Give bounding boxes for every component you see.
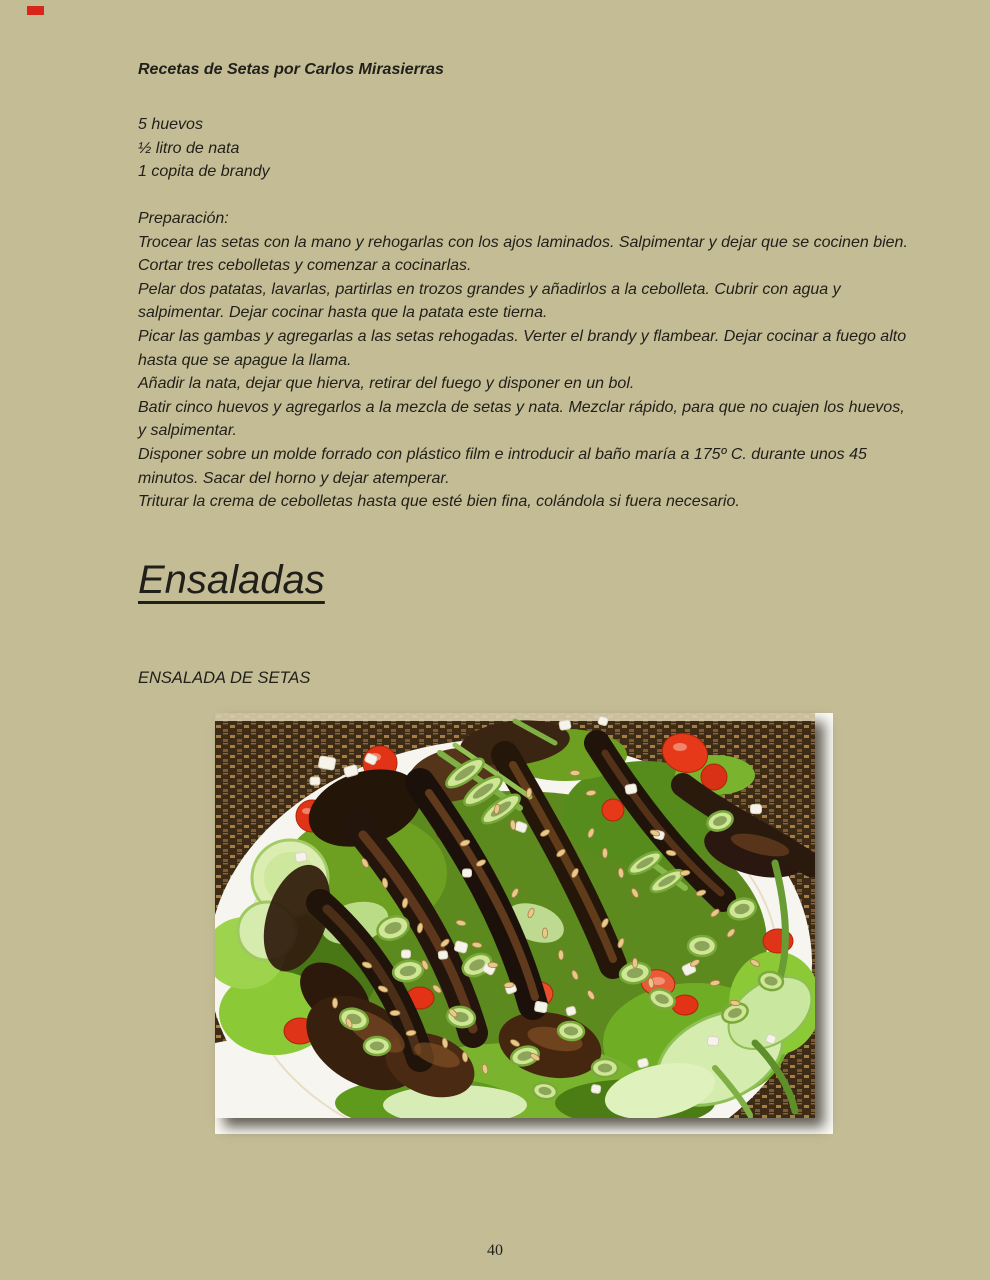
section-heading-ensaladas: Ensaladas <box>138 558 325 602</box>
preparation-label: Preparación: <box>138 210 229 227</box>
ingredients-list <box>138 113 908 184</box>
sesame-seed <box>570 770 580 775</box>
feta-crumble <box>751 805 762 814</box>
ingredient-item: 1 copita de brandy <box>138 163 270 181</box>
sesame-seed <box>558 950 564 960</box>
sesame-seed <box>390 1010 400 1015</box>
red-artifact-mark <box>27 6 44 15</box>
feta-crumble <box>318 756 336 771</box>
sesame-seed <box>332 998 337 1008</box>
feta-crumble <box>566 1006 577 1016</box>
sesame-seed <box>632 958 637 968</box>
feta-crumble <box>707 1036 719 1046</box>
feta-crumble <box>295 852 307 863</box>
preparation-step: Cortar tres cebolletas y comenzar a cocinarlas. <box>138 257 472 275</box>
feta-crumble <box>598 716 609 726</box>
feta-crumble <box>402 950 411 958</box>
recipe-title: ENSALADA DE SETAS <box>138 669 311 687</box>
preparation-section <box>138 207 908 514</box>
feta-crumble <box>534 1001 548 1013</box>
feta-crumble <box>310 777 320 785</box>
preparation-step: Picar las gambas y agregarlas a las setas rehogadas. Verter el brandy y flambear. Dejar cocinar a fuego alto hasta que se apague la llama. <box>138 327 907 369</box>
preparation-step: Disponer sobre un molde forrado con plástico film e introducir al baño maría a 175º C. durante unos 45 minutos. Sacar del horno y dejar atemperar. <box>138 445 867 487</box>
feta-crumble <box>463 869 472 877</box>
sesame-seed <box>488 962 498 968</box>
feta-crumble <box>625 784 637 795</box>
sesame-seed <box>602 848 607 858</box>
ingredient-item: 5 huevos <box>138 116 203 133</box>
salad-photo-frame <box>215 713 833 1134</box>
preparation-step: Trocear las setas con la mano y rehogarlas con los ajos laminados. Salpimentar y dejar que se cocinen bien. <box>138 233 908 251</box>
sesame-seed <box>542 928 547 938</box>
salad-photo <box>215 713 815 1118</box>
doc-title: Recetas de Setas por Carlos Mirasierras <box>138 61 444 78</box>
feta-crumble <box>591 1084 601 1093</box>
preparation-step: Añadir la nata, dejar que hierva, retirar del fuego y disponer en un bol. <box>138 375 635 393</box>
preparation-step: Batir cinco huevos y agregarlos a la mezcla de setas y nata. Mezclar rápido, para que no cuajen los huevos, y salpimentar. <box>138 398 905 440</box>
feta-crumble <box>559 720 571 731</box>
page-number: 40 <box>487 1242 503 1259</box>
preparation-step: Pelar dos patatas, lavarlas, partirlas en trozos grandes y añadirlos a la cebolleta. Cubrir con agua y salpimentar. Dejar cocinar hasta que la patata este tierna. <box>138 280 841 322</box>
preparation-step: Triturar la crema de cebolletas hasta que esté bien fina, colándola si fuera necesario. <box>138 493 740 511</box>
feta-crumble <box>438 951 448 960</box>
ingredient-item: ½ litro de nata <box>138 139 240 157</box>
